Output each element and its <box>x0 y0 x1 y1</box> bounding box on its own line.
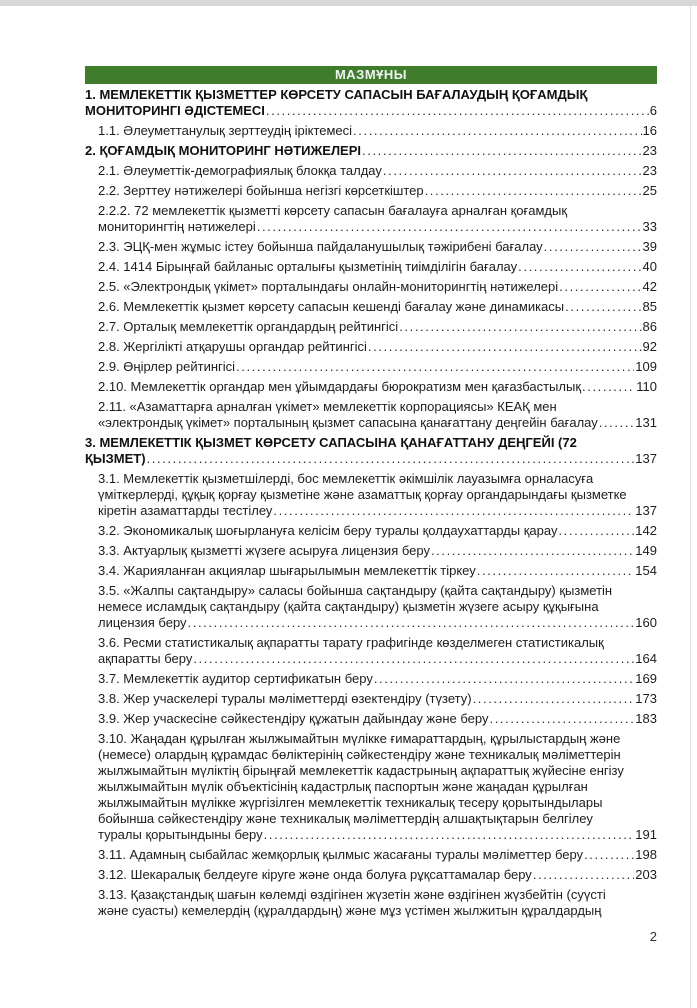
toc-entry-line <box>98 415 657 431</box>
toc-entry-text: ҚЫЗМЕТ) <box>85 451 146 466</box>
toc-entry-page: 160 <box>635 615 657 630</box>
toc-entry-text: «электрондық үкімет» порталының қызмет сапасына қанағаттану деңгейін бағалау <box>98 415 598 430</box>
toc-entry <box>85 319 657 335</box>
toc-entry-text: туралы қорытындыны беру <box>98 827 263 842</box>
dot-leader <box>353 123 641 139</box>
dot-leader <box>477 563 635 579</box>
toc-entry-line: жылжымайтын мүліктің бірыңғай мемлекеттік кадастрының ақпараттық жүйесіне енгізу <box>98 763 624 778</box>
toc-entry-text: 2. ҚОҒАМДЫҚ МОНИТОРИНГ НӘТИЖЕЛЕРІ <box>85 143 362 158</box>
toc-entry-text: 3.8. Жер учаскелері туралы мәліметтерді өзектендіру (түзету) <box>98 691 472 706</box>
toc-entry-page: 183 <box>635 711 657 726</box>
page-top-edge <box>0 0 697 6</box>
dot-leader <box>584 847 634 863</box>
toc-entry-text: 3.7. Мемлекеттік аудитор сертификатын беру <box>98 671 373 686</box>
toc-entry-text: 2.10. Мемлекеттік органдар мен ұйымдардағы бюрократизм мен қағазбастылық <box>98 379 582 394</box>
dot-leader <box>582 379 635 395</box>
toc-entry <box>85 435 657 467</box>
toc-entry-page: 149 <box>635 543 657 558</box>
dot-leader <box>383 163 642 179</box>
toc-entry-text: 1.1. Әлеуметтанулық зерттеудің іріктемесі <box>98 123 353 138</box>
toc-entry-line: немесе исламдық сақтандыру (қайта сақтандыру) қызметін жүзеге асыру құқығына <box>98 599 599 614</box>
toc-entry <box>85 523 657 539</box>
toc-entry-line <box>98 183 657 199</box>
toc-entry <box>85 339 657 355</box>
toc-entry <box>85 239 657 255</box>
toc-entry-page: 109 <box>635 359 657 374</box>
toc-entry-line <box>98 523 657 539</box>
toc-entry-line <box>98 299 657 315</box>
toc-entry <box>85 87 657 119</box>
toc-entry-line <box>98 503 657 519</box>
toc-entry-text: 2.6. Мемлекеттік қызмет көрсету сапасын кешенді бағалау және динамикасы <box>98 299 565 314</box>
toc-entry-line <box>98 827 657 843</box>
toc-entry-page: 23 <box>642 143 657 158</box>
toc-entry-line: 3.10. Жаңадан құрылған жылжымайтын мүлікке ғимараттардың, құрылыстардың және <box>98 731 621 746</box>
toc-entry-line: үміткерлерді, құқық қорғау қызметіне және азаматтық қорғау органдарындағы қызметке <box>98 487 627 502</box>
toc-entry-page: 85 <box>642 299 657 314</box>
dot-leader <box>399 319 641 335</box>
toc-entry-text: МОНИТОРИНГІ ӘДІСТЕМЕСІ <box>85 103 265 118</box>
toc-entry <box>85 471 657 519</box>
toc-entry-line <box>98 671 657 687</box>
dot-leader <box>559 279 641 295</box>
toc-entry-page: 6 <box>649 103 657 118</box>
toc-entry <box>85 563 657 579</box>
dot-leader <box>273 503 634 519</box>
dot-leader <box>425 183 642 199</box>
toc-entry-page: 16 <box>642 123 657 138</box>
toc-entry-page: 23 <box>642 163 657 178</box>
toc-entry-text: кіретін азаматтарды тестілеу <box>98 503 273 518</box>
toc-entry <box>85 691 657 707</box>
toc-entry-line <box>98 339 657 355</box>
toc-entry-line <box>98 691 657 707</box>
toc-entry <box>85 635 657 667</box>
toc-entry-page: 173 <box>635 691 657 706</box>
toc-entry-text: 3.4. Жарияланған акциялар шығарылымын мемлекеттік тіркеу <box>98 563 476 578</box>
toc-entry-page: 203 <box>635 867 657 882</box>
toc-title: МАЗМҰНЫ <box>334 67 408 82</box>
toc-entry-line: және суасты) кемелердің (құралдардың) және мұз үстімен жылжитын құралдардың <box>98 903 602 918</box>
toc-entry-page: 142 <box>635 523 657 538</box>
toc-entry-line: жылжымайтын мүлік объектісінің кадастрлық паспортын және жаңадан құрылған <box>98 779 588 794</box>
toc-entry-line <box>85 451 657 467</box>
toc-entry-text: 3.3. Актуарлық қызметті жүзеге асыруға лицензия беру <box>98 543 430 558</box>
toc-entry-text: 2.4. 1414 Бірыңғай байланыс орталығы қызметінің тиімділігін бағалау <box>98 259 518 274</box>
toc-entry <box>85 711 657 727</box>
toc-entry-page: 137 <box>635 503 657 518</box>
toc-entry-page: 191 <box>635 827 657 842</box>
toc-entry-text: 2.8. Жергілікті атқарушы органдар рейтингісі <box>98 339 367 354</box>
toc-list <box>85 87 657 919</box>
toc-entry <box>85 583 657 631</box>
toc-title-bar <box>85 66 657 84</box>
toc-entry-page: 137 <box>635 451 657 466</box>
toc-entry <box>85 143 657 159</box>
toc-entry-page: 154 <box>635 563 657 578</box>
toc-entry-page: 39 <box>642 239 657 254</box>
toc-entry <box>85 379 657 395</box>
dot-leader <box>533 867 634 883</box>
toc-entry-line <box>98 359 657 375</box>
toc-entry-text: мониторингтің нәтижелері <box>98 219 256 234</box>
dot-leader <box>518 259 641 275</box>
toc-entry-line: 3. МЕМЛЕКЕТТІК ҚЫЗМЕТ КӨРСЕТУ САПАСЫНА ҚАНАҒАТТАНУ ДЕҢГЕЙІ (72 <box>85 435 577 450</box>
dot-leader <box>266 103 649 119</box>
toc-entry-page: 164 <box>635 651 657 666</box>
toc-entry-line <box>98 847 657 863</box>
toc-entry-text: 2.3. ЭЦҚ-мен жұмыс істеу бойынша пайдаланушылық тәжірибені бағалау <box>98 239 543 254</box>
dot-leader <box>565 299 641 315</box>
toc-entry <box>85 867 657 883</box>
toc-entry-line <box>98 219 657 235</box>
toc-entry-text: 2.2. Зерттеу нәтижелері бойынша негізгі көрсеткіштер <box>98 183 424 198</box>
toc-entry-line <box>98 867 657 883</box>
toc-entry-line <box>98 651 657 667</box>
toc-entry-line <box>85 103 657 119</box>
toc-entry-line: жылжымайтын мүлікке жүргізілген мемлекеттік техникалық тесеру қорытындылары <box>98 795 603 810</box>
toc-entry-line <box>98 711 657 727</box>
toc-entry-line <box>98 563 657 579</box>
toc-entry-text: лицензия беру <box>98 615 187 630</box>
dot-leader <box>374 671 634 687</box>
toc-entry-text: 2.5. «Электрондық үкімет» порталындағы онлайн-мониторингтің нәтижелері <box>98 279 559 294</box>
dot-leader <box>362 143 642 159</box>
dot-leader <box>257 219 642 235</box>
toc-entry-line: 3.13. Қазақстандық шағын көлемді өздігінен жүзетін және өздігінен жүзбейтін (суүсті <box>98 887 606 902</box>
toc-entry <box>85 203 657 235</box>
toc-entry-page: 86 <box>642 319 657 334</box>
toc-entry-line: 1. МЕМЛЕКЕТТІК ҚЫЗМЕТТЕР КӨРСЕТУ САПАСЫН БАҒАЛАУДЫҢ ҚОҒАМДЫҚ <box>85 87 588 102</box>
dot-leader <box>544 239 642 255</box>
toc-entry <box>85 847 657 863</box>
dot-leader <box>264 827 635 843</box>
toc-entry-text: 3.12. Шекаралық белдеуге кіруге және онда болуға рұқсаттамалар беру <box>98 867 532 882</box>
toc-entry-line <box>98 163 657 179</box>
toc-content <box>85 66 657 923</box>
toc-entry-line: бойынша сәйкестендіру және техникалық мәліметтердің алшақтықтарын белгілеу <box>98 811 593 826</box>
toc-entry-line <box>98 259 657 275</box>
toc-entry-text: ақпаратты беру <box>98 651 193 666</box>
page-number: 2 <box>649 929 657 944</box>
toc-entry-text: 2.9. Өңірлер рейтингісі <box>98 359 236 374</box>
toc-entry-page: 33 <box>642 219 657 234</box>
toc-entry <box>85 543 657 559</box>
toc-entry <box>85 731 657 843</box>
dot-leader <box>558 523 634 539</box>
toc-entry-line <box>98 279 657 295</box>
dot-leader <box>188 615 635 631</box>
dot-leader <box>473 691 635 707</box>
toc-entry-page: 42 <box>642 279 657 294</box>
toc-entry-line <box>98 319 657 335</box>
toc-entry-page: 25 <box>642 183 657 198</box>
dot-leader <box>599 415 635 431</box>
toc-entry-page: 198 <box>635 847 657 862</box>
toc-entry-line: 2.2.2. 72 мемлекеттік қызметті көрсету сапасын бағалауға арналған қоғамдық <box>98 203 568 218</box>
toc-entry <box>85 399 657 431</box>
toc-entry-line <box>98 543 657 559</box>
toc-entry-text: 2.7. Орталық мемлекеттік органдардың рейтингісі <box>98 319 399 334</box>
toc-entry-page: 92 <box>642 339 657 354</box>
toc-entry-line <box>98 239 657 255</box>
dot-leader <box>193 651 634 667</box>
toc-entry-text: 3.11. Адамның сыбайлас жемқорлық қылмыс жасағаны туралы мәліметтер беру <box>98 847 584 862</box>
toc-entry <box>85 359 657 375</box>
toc-entry-line <box>85 143 657 159</box>
dot-leader <box>431 543 634 559</box>
toc-entry-line <box>98 123 657 139</box>
toc-entry <box>85 123 657 139</box>
toc-entry-line: 3.6. Ресми статистикалық ақпаратты тарату графигінде көзделмеген статистикалық <box>98 635 604 650</box>
toc-entry <box>85 183 657 199</box>
dot-leader <box>147 451 635 467</box>
page-right-edge <box>690 6 691 1008</box>
toc-entry-line: 2.11. «Азаматтарға арналған үкімет» мемлекеттік корпорациясы» КЕАҚ мен <box>98 399 557 414</box>
toc-entry <box>85 299 657 315</box>
toc-entry <box>85 887 657 919</box>
toc-entry-line: 3.1. Мемлекеттік қызметшілерді, бос мемлекеттік әкімшілік лауазымға орналасуға <box>98 471 594 486</box>
toc-entry <box>85 671 657 687</box>
toc-entry <box>85 279 657 295</box>
toc-entry-page: 110 <box>636 379 657 394</box>
toc-entry-line <box>98 615 657 631</box>
toc-entry-page: 169 <box>635 671 657 686</box>
toc-entry-line: (немесе) олардың құрамдас бөліктерінің сәйкестендіру және техникалық мәліметтерін <box>98 747 621 762</box>
toc-entry-page: 40 <box>642 259 657 274</box>
toc-entry-page: 131 <box>635 415 657 430</box>
dot-leader <box>236 359 634 375</box>
dot-leader <box>368 339 642 355</box>
toc-entry <box>85 259 657 275</box>
toc-entry-text: 3.2. Экономикалық шоғырлануға келісім беру туралы қолдаухаттарды қарау <box>98 523 558 538</box>
toc-entry-line <box>98 379 657 395</box>
toc-entry <box>85 163 657 179</box>
toc-entry-text: 3.9. Жер учаскесіне сәйкестендіру құжатын дайындау және беру <box>98 711 489 726</box>
toc-entry-line: 3.5. «Жалпы сақтандыру» саласы бойынша сақтандыру (қайта сақтандыру) қызметін <box>98 583 613 598</box>
toc-entry-text: 2.1. Әлеуметтік-демографиялық блокқа талдау <box>98 163 382 178</box>
dot-leader <box>490 711 635 727</box>
